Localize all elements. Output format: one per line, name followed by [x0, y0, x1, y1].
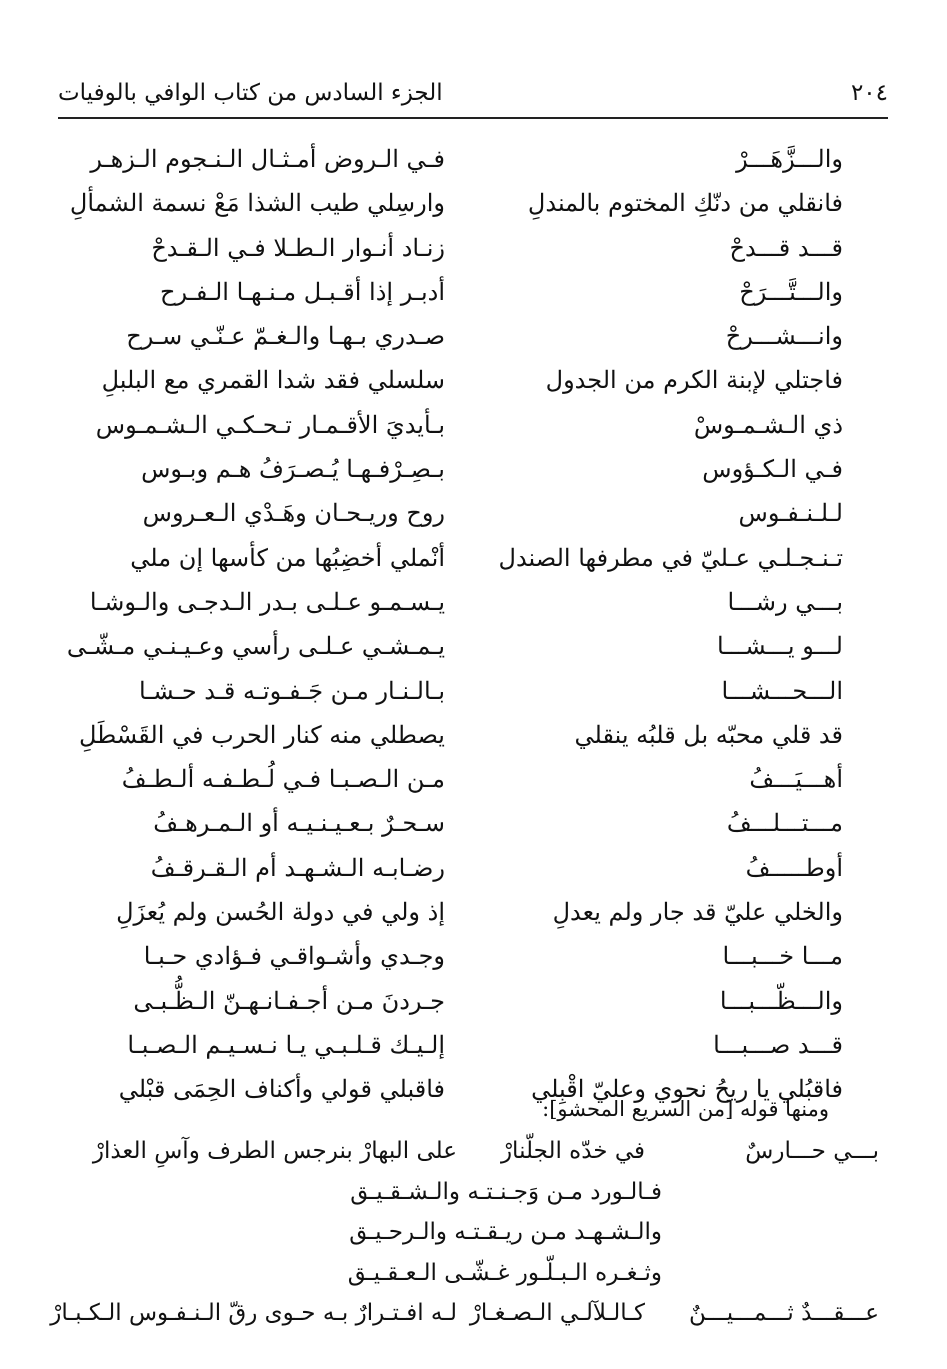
final-verse-part: بـــي حـــارسٌ: [745, 1138, 879, 1164]
verse-second-hemistich: إلـيـك قـلـبـي يـا نـسـيـم الـصـبـا: [127, 1030, 445, 1059]
verse-first-hemistich: تـنـجـلـي عـليّ في مطرفها الصندل: [498, 543, 843, 572]
verse-second-hemistich: بـالـنـار مـن جَـفـوتـه قـد حـشـا: [139, 676, 445, 705]
verse-second-hemistich: وارسِلي طيب الشذا مَعْ نسمة الشمألِ: [69, 189, 445, 218]
verse-line: [0, 669, 947, 713]
verse-first-hemistich: فاقبُلي يا ريحُ نحوي وعليّ اقْبِلي: [531, 1075, 843, 1104]
verse-first-hemistich: قد قلي محبّه بل قلبُه ينقلي: [574, 720, 843, 749]
verse-second-hemistich: بـأيديَ الأقـمـار تـحـكـي الـشـمـوس: [95, 410, 445, 439]
final-verse-part: عـــقـــدٌ ثـــمـــيـــنٌ: [689, 1300, 879, 1326]
final-verse-part: على البهارْ بنرجس الطرف وآسِ العذارْ: [92, 1138, 457, 1164]
verse-second-hemistich: زنـاد أنـوار الـطـلا فـي الـقـدحْ: [151, 233, 445, 262]
verse-first-hemistich: الـــحـــشـــا: [721, 676, 843, 705]
final-poem: [0, 1131, 947, 1334]
page-number: ٢٠٤: [850, 80, 888, 106]
verse-second-hemistich: رضـابـه الـشـهـد أم الـقـرقـفُ: [150, 853, 445, 882]
verse-first-hemistich: لـلـنـفـوس: [738, 499, 843, 528]
verse-line: [0, 358, 947, 402]
verse-line: [0, 270, 947, 314]
verse-second-hemistich: يصطلي منه كنار الحرب في القَسْطَلِ: [79, 720, 445, 749]
final-verse-line: [0, 1131, 947, 1172]
verse-first-hemistich: مـــا خـــبـــا: [722, 942, 843, 971]
verse-line: [0, 624, 947, 668]
verse-line: [0, 979, 947, 1023]
poem-verses: [0, 137, 947, 1112]
verse-line: [0, 846, 947, 890]
verse-second-hemistich: فاقبلي قولي وأكناف الحِمَى قبْلي: [118, 1075, 445, 1104]
verse-line: [0, 580, 947, 624]
verse-second-hemistich: سلسلي فقد شدا القمري مع البلبلِ: [101, 366, 445, 395]
final-verse-part: وثـغـره الـبـلّـور غـشّـى الـعـقـيـق: [347, 1259, 662, 1286]
verse-line: [0, 757, 947, 801]
verse-first-hemistich: وانـــشـــرحْ: [725, 322, 843, 351]
verse-line: [0, 137, 947, 181]
header-rule: [58, 117, 888, 119]
verse-first-hemistich: أوطـــــفُ: [745, 853, 843, 882]
verse-first-hemistich: والـــزَّهَـــرْ: [736, 145, 843, 173]
verse-first-hemistich: قـــد قـــدحْ: [729, 233, 843, 262]
final-verse-part: لـه افـتـرارٌ بـه حـوى رقّ الـنـفـوس الـكـبـارْ: [50, 1300, 457, 1326]
verse-first-hemistich: قـــد صـــبـــا: [713, 1030, 843, 1059]
final-verse-part: والـشـهـد مـن ريـقـتـه والـرحـيـق: [349, 1219, 662, 1245]
verse-first-hemistich: فانقلي من دنّكِ المختوم بالمندلِ: [527, 189, 843, 218]
verse-second-hemistich: فـي الـروض أمـثـال الـنـجوم الـزهـر: [90, 145, 445, 173]
verse-second-hemistich: يـمـشـي عـلـى رأسي وعـيـنـي مـشّـى: [66, 632, 445, 661]
verse-line: [0, 447, 947, 491]
running-title: الجزء السادس من كتاب الوافي بالوفيات: [58, 80, 443, 106]
verse-first-hemistich: فاجتلي لإبنة الكرم من الجدول: [545, 366, 843, 395]
verse-line: [0, 226, 947, 270]
verse-second-hemistich: يـسـمـو عـلـى بـدر الـدجـى والـوشـا: [89, 587, 445, 616]
verse-line: [0, 491, 947, 535]
page-header: [58, 70, 888, 116]
verse-line: [0, 1023, 947, 1067]
verse-line: [0, 403, 947, 447]
verse-line: [0, 890, 947, 934]
verse-first-hemistich: والـــتَّـــرَحْ: [739, 277, 843, 306]
final-verse-line: [0, 1253, 947, 1294]
final-verse-line: [0, 1172, 947, 1213]
verse-second-hemistich: مـن الـصـبـا فـي لُـطـفـه ألـطـفُ: [121, 765, 445, 794]
verse-line: [0, 536, 947, 580]
verse-first-hemistich: لـــو يـــشـــا: [716, 632, 843, 661]
verse-second-hemistich: وجـدي وأشـواقـي فـؤادي حـبـا: [143, 942, 445, 971]
prose-intro: ومنها قوله [من السريع المحشو]:: [542, 1097, 829, 1121]
verse-line: [0, 713, 947, 757]
final-verse-part: كـالـلآلـي الـصـغـارْ: [469, 1300, 645, 1326]
verse-second-hemistich: صـدري بـهـا والـغـمّ عـنّـي سـرح: [126, 322, 445, 351]
verse-line: [0, 314, 947, 358]
verse-second-hemistich: سـحـرٌ بـعـيـنـيـه أو الـمـرهـفُ: [153, 809, 445, 838]
verse-second-hemistich: إذ ولي في دولة الحُسن ولم يُعزَلِ: [116, 898, 445, 927]
final-verse-line: [0, 1212, 947, 1253]
verse-first-hemistich: بـــي رشـــا: [727, 587, 843, 616]
verse-line: [0, 181, 947, 225]
final-verse-line: [0, 1293, 947, 1334]
verse-second-hemistich: أدبـر إذا أقـبـل مـنـهـا الـفـرح: [160, 277, 445, 306]
verse-first-hemistich: مـــتـــلـــفُ: [726, 809, 843, 838]
verse-first-hemistich: والخلي عليّ قد جار ولم يعدلِ: [552, 898, 843, 927]
verse-second-hemistich: روح وريـحـان وهَـدْي الـعـروس: [142, 499, 445, 528]
verse-first-hemistich: ذي الـشـمـوسْ: [693, 410, 843, 439]
verse-second-hemistich: جـردنَ مـن أجـفـانـهـنّ الـظُّـبـى: [133, 986, 445, 1015]
verse-first-hemistich: والـــظّـــبـــا: [719, 986, 843, 1015]
verse-second-hemistich: أنْملي أخضِبُها من كأسها إن ملي: [130, 543, 445, 572]
final-verse-part: في خدّه الجلّنارْ: [500, 1138, 645, 1164]
verse-first-hemistich: أهـــيَـــفُ: [749, 765, 843, 794]
verse-first-hemistich: فـي الـكـؤوس: [702, 455, 843, 484]
verse-line: [0, 934, 947, 978]
final-verse-part: فـالـورد مـن وَجـنـتـه والـشـقـيـق: [350, 1178, 662, 1205]
verse-line: [0, 801, 947, 845]
verse-second-hemistich: بـصِـرْفـهـا يُـصـرَفُ هـم وبـوس: [141, 455, 445, 484]
